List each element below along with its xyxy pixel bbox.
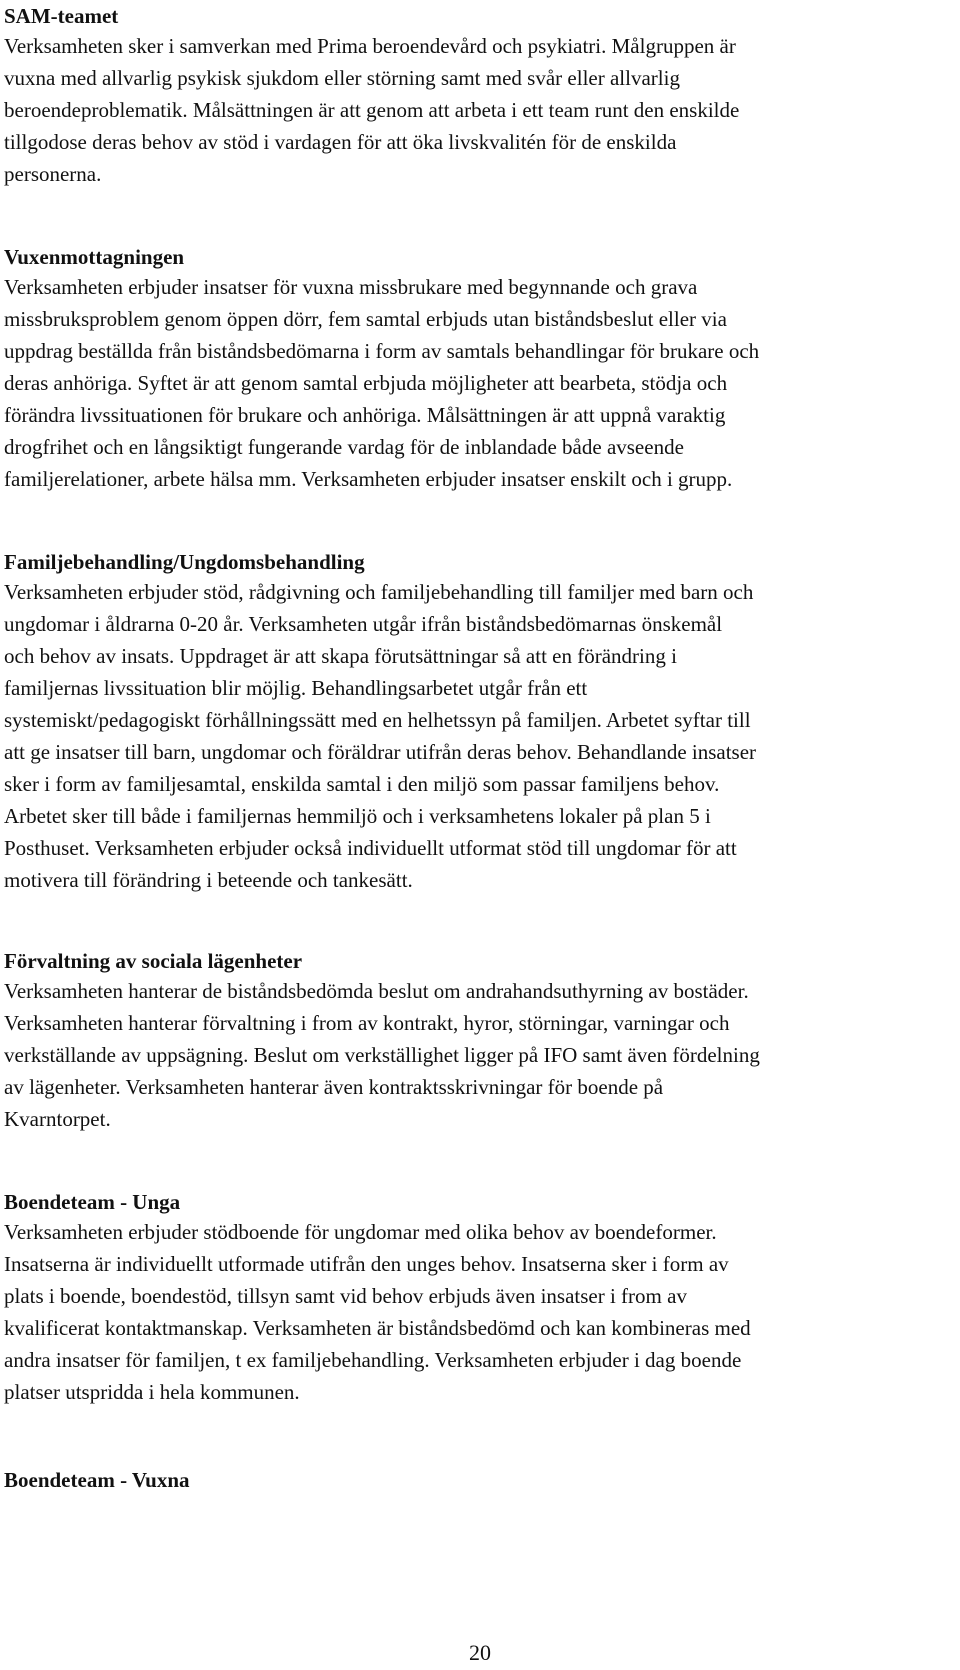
section-vuxenmottagningen — [4, 243, 956, 495]
section-boendeteam-vuxna — [4, 1466, 956, 1494]
paragraph-line: Verksamheten erbjuder insatser för vuxna missbrukare med begynnande och grava — [4, 275, 698, 299]
paragraph-line: Arbetet sker till både i familjernas hemmiljö och i verksamhetens lokaler på plan 5 i — [4, 804, 711, 828]
paragraph-line: deras anhöriga. Syftet är att genom samtal erbjuda möjligheter att bearbeta, stödja och — [4, 371, 728, 395]
paragraph-line: Verksamheten erbjuder stöd, rådgivning och familjebehandling till familjer med barn och — [4, 580, 754, 604]
paragraph-line: familjerelationer, arbete hälsa mm. Verksamheten erbjuder insatser enskilt och i grupp. — [4, 467, 733, 491]
section-forvaltning — [4, 947, 956, 1135]
paragraph-line: platser utspridda i hela kommunen. — [4, 1380, 300, 1404]
section-heading: SAM-teamet — [4, 4, 119, 28]
paragraph-line: plats i boende, boendestöd, tillsyn samt vid behov erbjuds även insatser i from av — [4, 1284, 687, 1308]
paragraph-line: Kvarntorpet. — [4, 1107, 111, 1131]
paragraph-line: Verksamheten hanterar förvaltning i from av kontrakt, hyror, störningar, varningar och — [4, 1011, 730, 1035]
section-sam-teamet — [4, 2, 956, 190]
section-heading: Boendeteam - Unga — [4, 1190, 181, 1214]
paragraph-line: Posthuset. Verksamheten erbjuder också individuellt utformat stöd till ungdomar för att — [4, 836, 737, 860]
section-heading: Förvaltning av sociala lägenheter — [4, 949, 303, 973]
paragraph-line: Verksamheten hanterar de biståndsbedömda beslut om andrahandsuthyrning av bostäder. — [4, 979, 749, 1003]
paragraph-line: missbruksproblem genom öppen dörr, fem samtal erbjuds utan biståndsbeslut eller via — [4, 307, 727, 331]
paragraph-line: beroendeproblematik. Målsättningen är att genom att arbeta i ett team runt den enskilde — [4, 98, 740, 122]
paragraph-line: systemiskt/pedagogiskt förhållningssätt med en helhetssyn på familjen. Arbetet syftar till — [4, 708, 751, 732]
page-number: 20 — [469, 1640, 491, 1665]
paragraph-line: sker i form av familjesamtal, enskilda samtal i den miljö som passar familjens behov. — [4, 772, 720, 796]
paragraph-line: att ge insatser till barn, ungdomar och föräldrar utifrån deras behov. Behandlande insatser — [4, 740, 757, 764]
paragraph-line: uppdrag beställda från biståndsbedömarna i form av samtals behandlingar för brukare och — [4, 339, 760, 363]
paragraph-line: andra insatser för familjen, t ex familjebehandling. Verksamheten erbjuder i dag boende — [4, 1348, 742, 1372]
paragraph-line: ungdomar i åldrarna 0-20 år. Verksamheten utgår ifrån biståndsbedömarnas önskemål — [4, 612, 723, 636]
paragraph-line: vuxna med allvarlig psykisk sjukdom eller störning samt med svår eller allvarlig — [4, 66, 680, 90]
section-heading: Boendeteam - Vuxna — [4, 1468, 190, 1492]
paragraph-line: kvalificerat kontaktmanskap. Verksamheten är biståndsbedömd och kan kombineras med — [4, 1316, 751, 1340]
section-familjebehandling — [4, 548, 956, 896]
paragraph-line: verkställande av uppsägning. Beslut om verkställighet ligger på IFO samt även fördelning — [4, 1043, 760, 1067]
paragraph-line: drogfrihet och en långsiktigt fungerande vardag för de inblandade både avseende — [4, 435, 684, 459]
paragraph-line: förändra livssituationen för brukare och anhöriga. Målsättningen är att uppnå varaktig — [4, 403, 726, 427]
section-heading: Vuxenmottagningen — [4, 245, 185, 269]
paragraph-line: Verksamheten erbjuder stödboende för ungdomar med olika behov av boendeformer. — [4, 1220, 717, 1244]
paragraph-line: familjernas livssituation blir möjlig. Behandlingsarbetet utgår från ett — [4, 676, 588, 700]
paragraph-line: Insatserna är individuellt utformade utifrån den unges behov. Insatserna sker i form av — [4, 1252, 729, 1276]
section-heading: Familjebehandling/Ungdomsbehandling — [4, 550, 365, 574]
paragraph-line: Verksamheten sker i samverkan med Prima beroendevård och psykiatri. Målgruppen är — [4, 34, 736, 58]
paragraph-line: och behov av insats. Uppdraget är att skapa förutsättningar så att en förändring i — [4, 644, 677, 668]
paragraph-line: motivera till förändring i beteende och tankesätt. — [4, 868, 413, 892]
paragraph-line: tillgodose deras behov av stöd i vardagen för att öka livskvalitén för de enskilda — [4, 130, 677, 154]
paragraph-line: personerna. — [4, 162, 102, 186]
section-boendeteam-unga — [4, 1188, 956, 1408]
paragraph-line: av lägenheter. Verksamheten hanterar även kontraktsskrivningar för boende på — [4, 1075, 664, 1099]
